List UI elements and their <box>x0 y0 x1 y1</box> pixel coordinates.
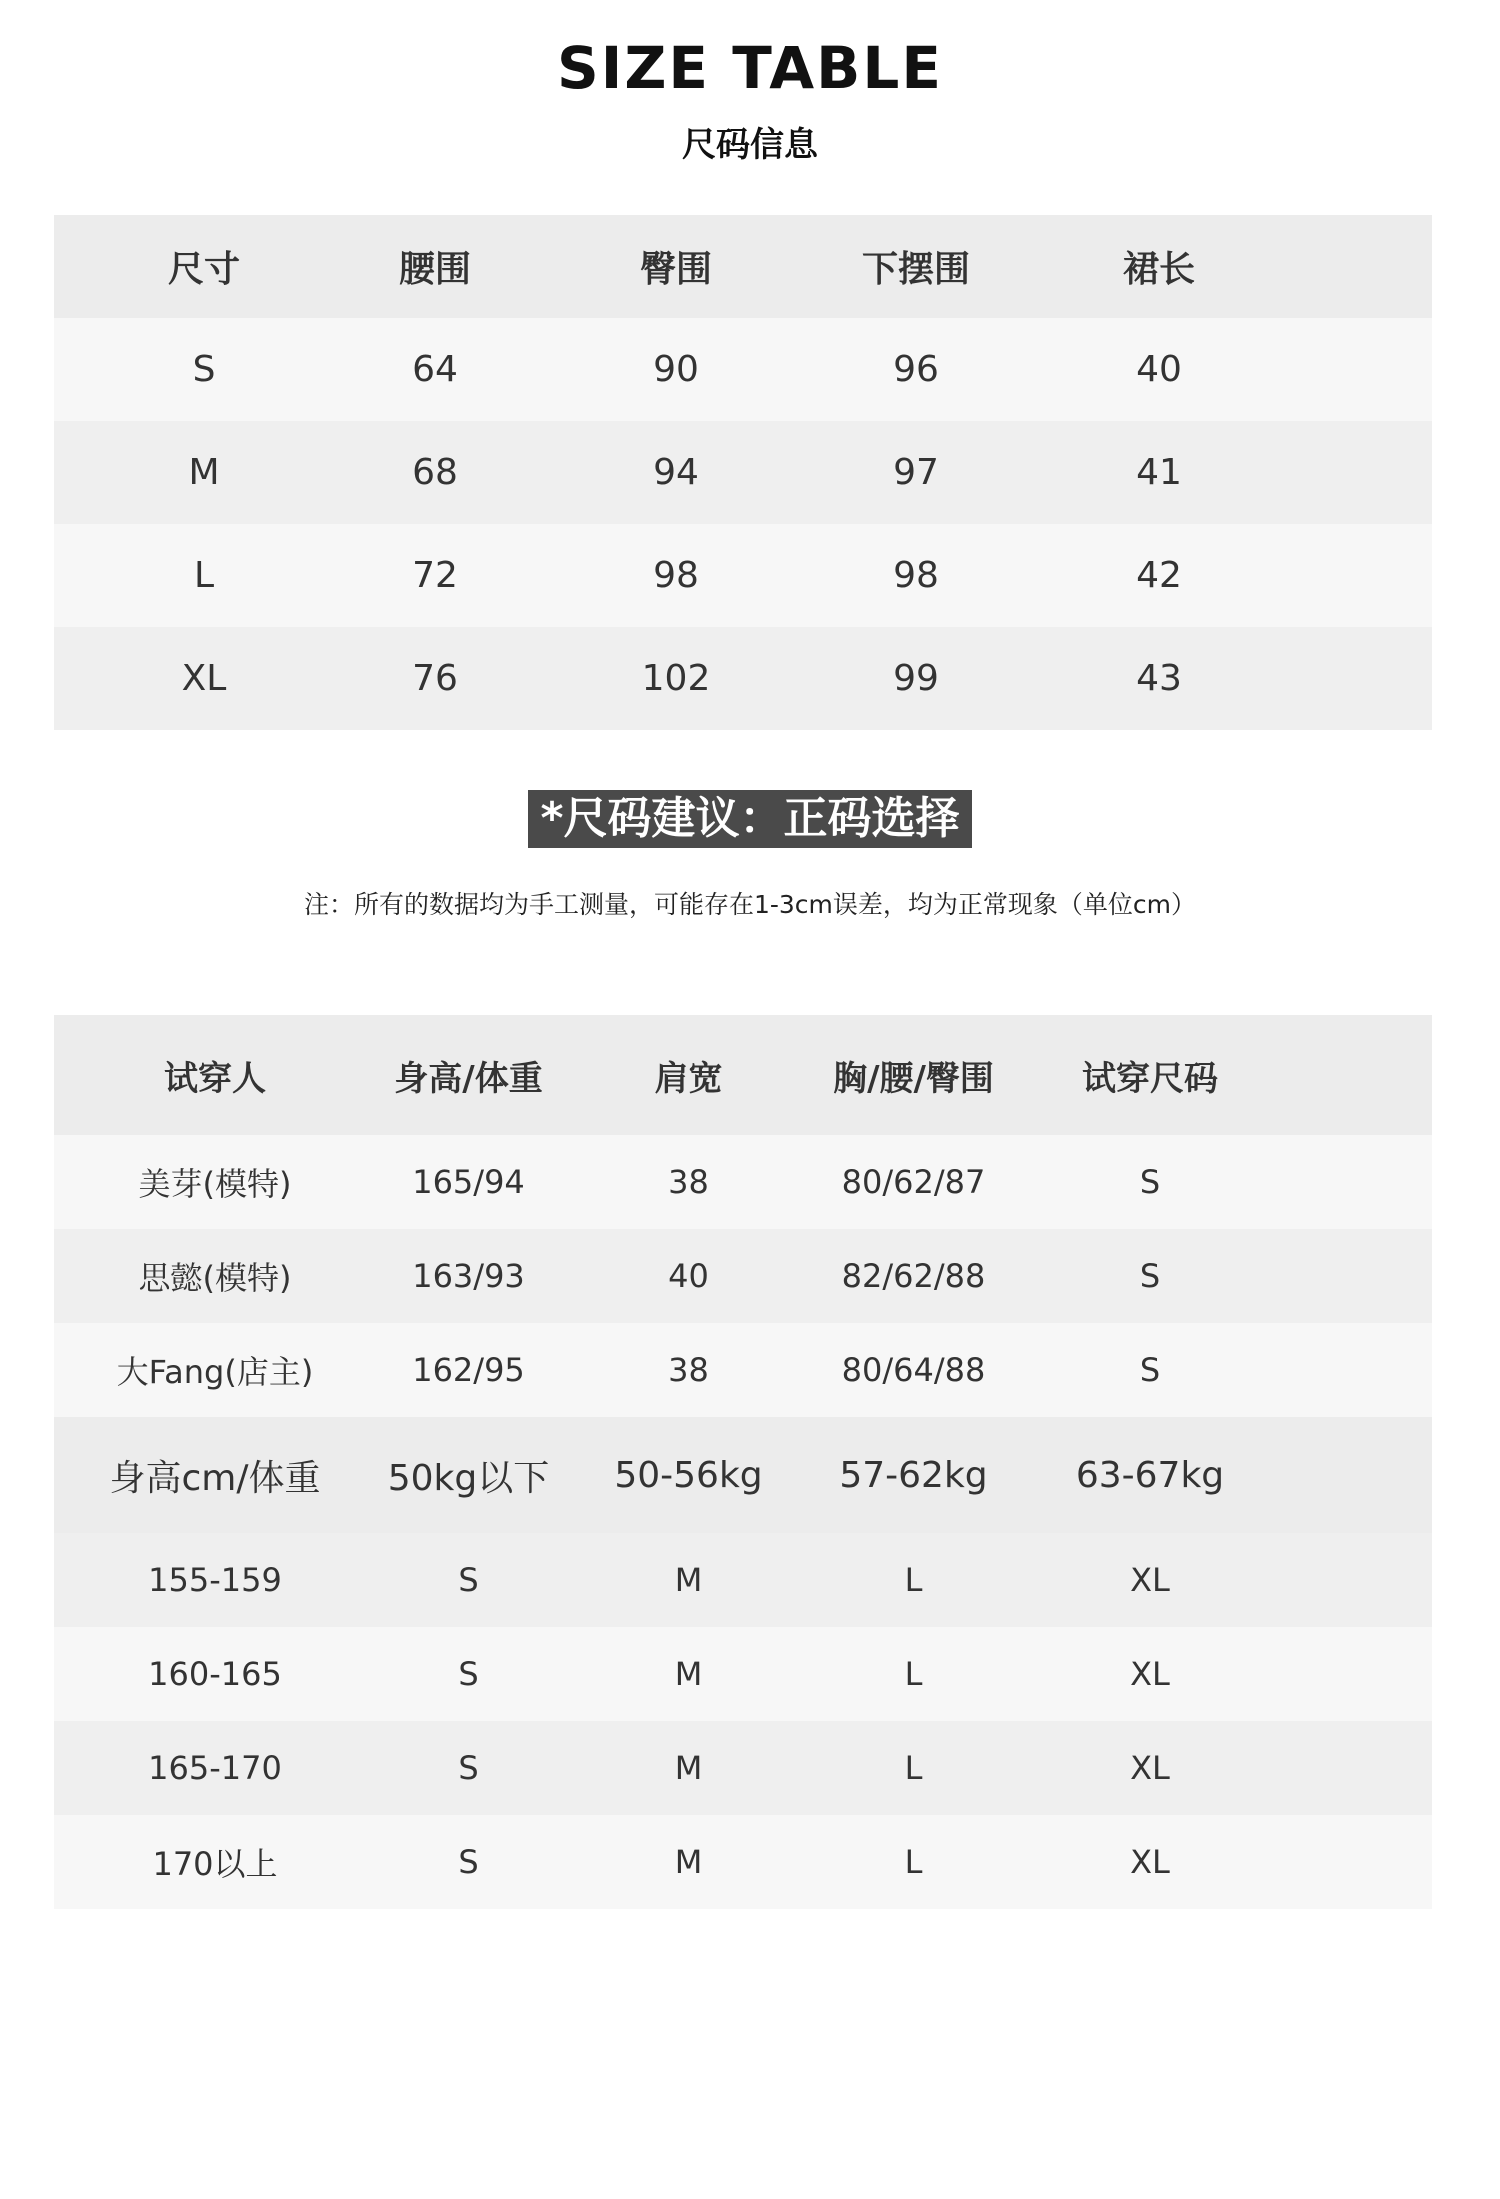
column-header: 试穿人 <box>54 1015 376 1135</box>
table-cell: 94 <box>516 421 836 524</box>
row-spacer <box>1289 1627 1432 1721</box>
column-header: 胸/腰/臀围 <box>816 1015 1011 1135</box>
row-spacer <box>1289 1135 1432 1229</box>
recommend-table-header <box>54 1417 1432 1533</box>
table-cell: S <box>376 1721 561 1815</box>
table-cell: XL <box>1011 1815 1289 1909</box>
table-cell: 102 <box>516 627 836 730</box>
table-cell: S <box>1011 1229 1289 1323</box>
header-spacer <box>1322 215 1432 318</box>
table-cell: M <box>561 1533 816 1627</box>
table-cell: S <box>1011 1135 1289 1229</box>
row-spacer <box>1289 1815 1432 1909</box>
table-cell: XL <box>1011 1533 1289 1627</box>
table-row <box>54 318 1432 421</box>
table-cell: 大Fang(店主) <box>54 1323 376 1417</box>
column-header: 肩宽 <box>561 1015 816 1135</box>
size-advice <box>0 790 1500 848</box>
table-cell: L <box>54 524 354 627</box>
row-spacer <box>1322 421 1432 524</box>
row-spacer <box>1289 1229 1432 1323</box>
column-header: 身高cm/体重 <box>54 1417 376 1533</box>
table-cell: 170以上 <box>54 1815 376 1909</box>
table-cell: 40 <box>996 318 1322 421</box>
table-cell: S <box>54 318 354 421</box>
size-table-header <box>54 215 1432 318</box>
table-cell: L <box>816 1533 1011 1627</box>
table-row <box>54 1815 1432 1909</box>
table-cell: M <box>561 1627 816 1721</box>
table-cell: M <box>561 1721 816 1815</box>
table-cell: 41 <box>996 421 1322 524</box>
table-cell: 40 <box>561 1229 816 1323</box>
table-cell: 38 <box>561 1135 816 1229</box>
table-cell: XL <box>1011 1627 1289 1721</box>
table-cell: 思懿(模特) <box>54 1229 376 1323</box>
table-cell: 165-170 <box>54 1721 376 1815</box>
column-header: 身高/体重 <box>376 1015 561 1135</box>
table-cell: 98 <box>516 524 836 627</box>
column-header: 57-62kg <box>816 1417 1011 1533</box>
table-cell: 98 <box>836 524 996 627</box>
table-cell: 162/95 <box>376 1323 561 1417</box>
column-header: 试穿尺码 <box>1011 1015 1289 1135</box>
table-cell: 76 <box>354 627 516 730</box>
table-cell: 90 <box>516 318 836 421</box>
table-cell: M <box>561 1815 816 1909</box>
table-row <box>54 1323 1432 1417</box>
column-header: 50kg以下 <box>376 1417 561 1533</box>
table-cell: M <box>54 421 354 524</box>
table-cell: 64 <box>354 318 516 421</box>
column-header: 63-67kg <box>1011 1417 1289 1533</box>
fit-table <box>54 1015 1432 1909</box>
table-cell: 38 <box>561 1323 816 1417</box>
column-header: 50-56kg <box>561 1417 816 1533</box>
column-header: 臀围 <box>516 215 836 318</box>
table-cell: 96 <box>836 318 996 421</box>
table-cell: 165/94 <box>376 1135 561 1229</box>
size-advice-badge: *尺码建议：正码选择 <box>528 790 971 848</box>
table-cell: 80/64/88 <box>816 1323 1011 1417</box>
page-subtitle: 尺码信息 <box>682 125 818 165</box>
table-cell: 80/62/87 <box>816 1135 1011 1229</box>
table-cell: 美芽(模特) <box>54 1135 376 1229</box>
table-cell: 68 <box>354 421 516 524</box>
column-header: 下摆围 <box>836 215 996 318</box>
table-cell: S <box>1011 1323 1289 1417</box>
table-row <box>54 1627 1432 1721</box>
table-cell: 160-165 <box>54 1627 376 1721</box>
row-spacer <box>1289 1721 1432 1815</box>
table-cell: 163/93 <box>376 1229 561 1323</box>
header-spacer <box>1289 1417 1432 1533</box>
table-row <box>54 1135 1432 1229</box>
size-table <box>54 215 1432 730</box>
table-row <box>54 1721 1432 1815</box>
table-cell: L <box>816 1815 1011 1909</box>
table-cell: S <box>376 1815 561 1909</box>
table-row <box>54 421 1432 524</box>
row-spacer <box>1322 318 1432 421</box>
table-cell: 42 <box>996 524 1322 627</box>
table-cell: 72 <box>354 524 516 627</box>
table-cell: L <box>816 1627 1011 1721</box>
header-spacer <box>1289 1015 1432 1135</box>
row-spacer <box>1322 524 1432 627</box>
table-cell: S <box>376 1627 561 1721</box>
table-row <box>54 1229 1432 1323</box>
measurement-note: 注：所有的数据均为手工测量，可能存在1-3cm误差，均为正常现象（单位cm） <box>303 890 1197 919</box>
table-cell: 43 <box>996 627 1322 730</box>
row-spacer <box>1289 1323 1432 1417</box>
row-spacer <box>1289 1533 1432 1627</box>
column-header: 裙长 <box>996 215 1322 318</box>
table-cell: 82/62/88 <box>816 1229 1011 1323</box>
column-header: 腰围 <box>354 215 516 318</box>
table-row <box>54 627 1432 730</box>
table-cell: XL <box>54 627 354 730</box>
table-cell: S <box>376 1533 561 1627</box>
table-cell: 155-159 <box>54 1533 376 1627</box>
fit-table-header <box>54 1015 1432 1135</box>
table-row <box>54 1533 1432 1627</box>
table-row <box>54 524 1432 627</box>
column-header: 尺寸 <box>54 215 354 318</box>
row-spacer <box>1322 627 1432 730</box>
table-cell: L <box>816 1721 1011 1815</box>
table-cell: 97 <box>836 421 996 524</box>
table-cell: XL <box>1011 1721 1289 1815</box>
page-title: SIZE TABLE <box>557 34 943 102</box>
table-cell: 99 <box>836 627 996 730</box>
